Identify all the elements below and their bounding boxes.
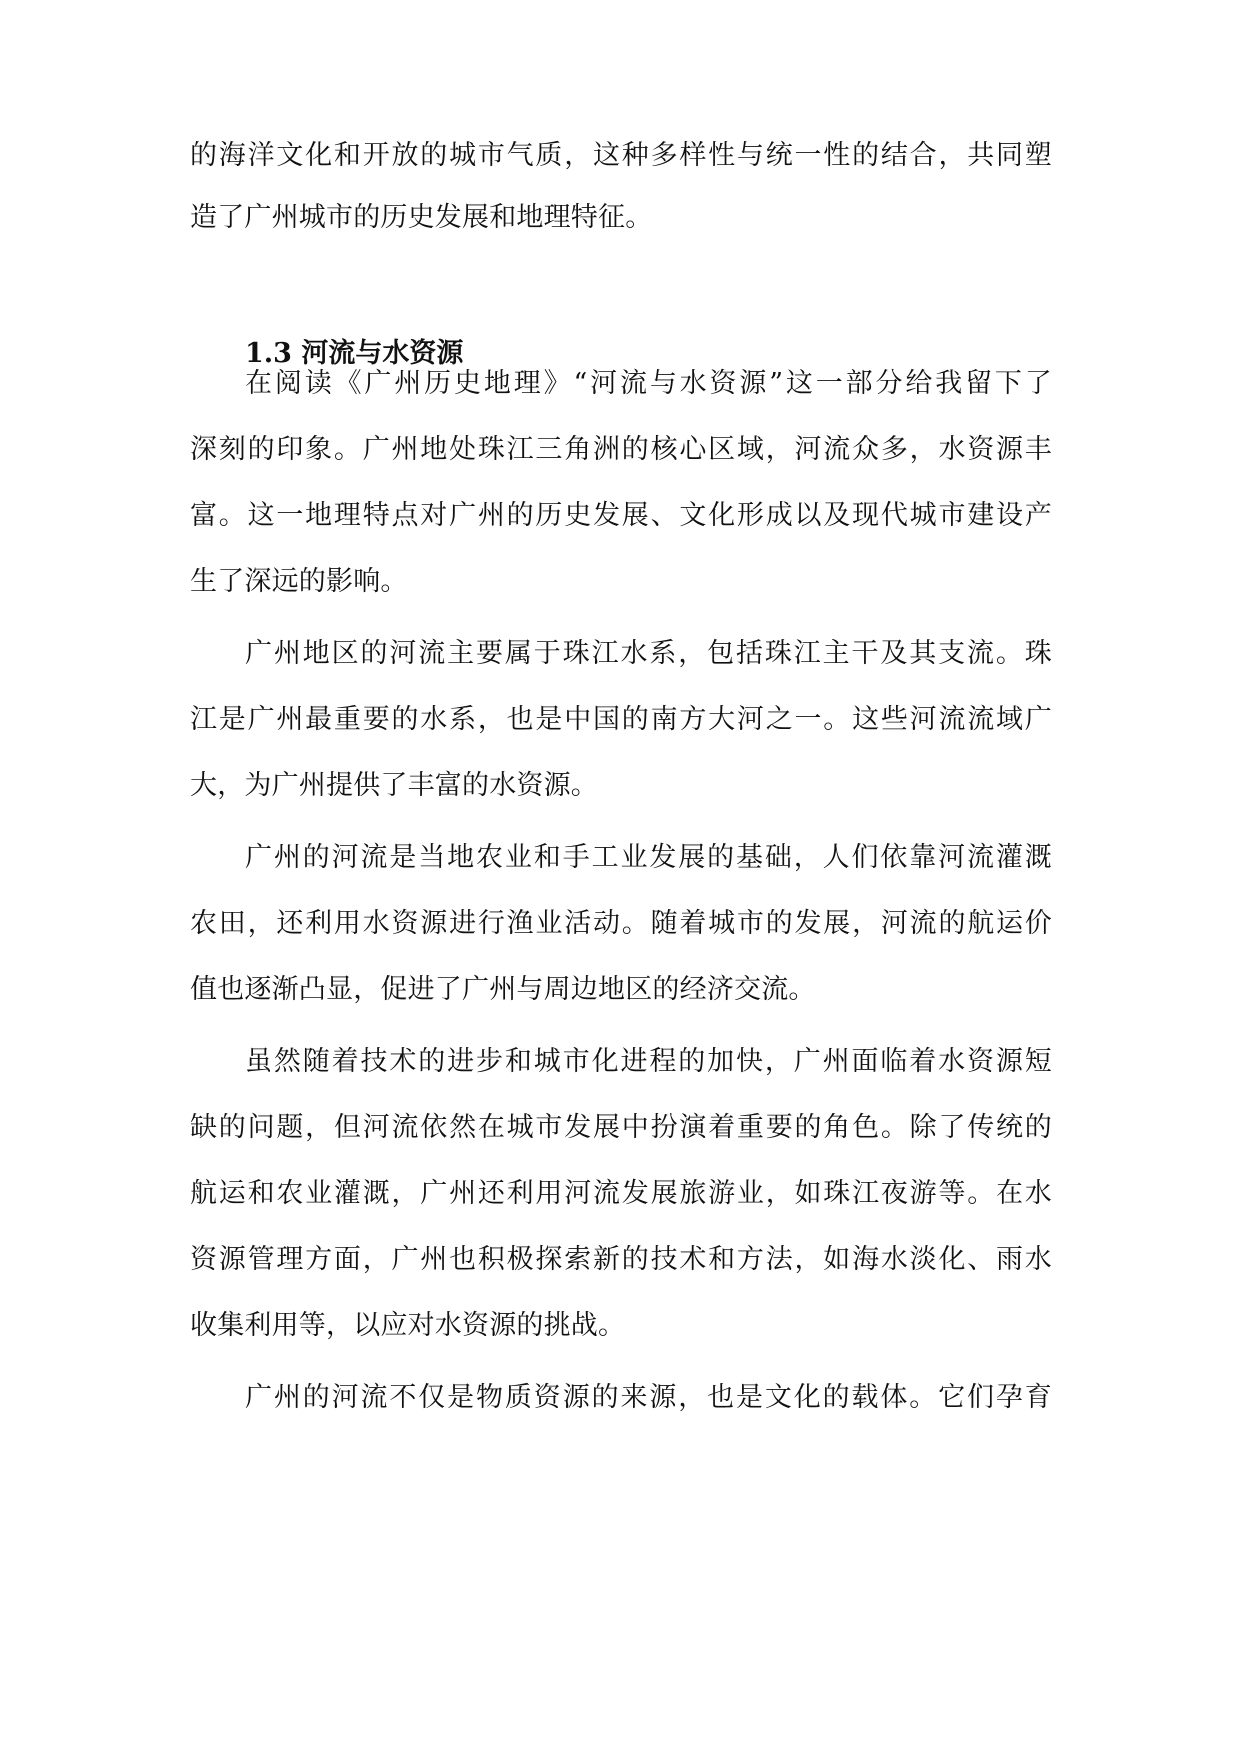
paragraph-1-line-1: 在阅读《广州历史地理》“河流与水资源”这一部分给我留下了 (245, 368, 1052, 399)
paragraph-3-line-2: 农田，还利用水资源进行渔业活动。随着城市的发展，河流的航运价 (190, 908, 1052, 939)
section-heading: 1.3 河流与水资源 (245, 338, 464, 369)
paragraph-1-line-2: 深刻的印象。广州地处珠江三角洲的核心区域，河流众多，水资源丰 (190, 434, 1052, 465)
paragraph-1-line-4: 生了深远的影响。 (190, 566, 408, 597)
paragraph-4-line-5: 收集利用等，以应对水资源的挑战。 (190, 1310, 626, 1341)
intro-line-2: 造了广州城市的历史发展和地理特征。 (190, 202, 653, 233)
paragraph-4-line-1: 虽然随着技术的进步和城市化进程的加快，广州面临着水资源短 (245, 1046, 1052, 1077)
paragraph-5-line-1: 广州的河流不仅是物质资源的来源，也是文化的载体。它们孕育 (245, 1382, 1052, 1413)
paragraph-2-line-2: 江是广州最重要的水系，也是中国的南方大河之一。这些河流流域广 (190, 704, 1052, 735)
paragraph-4-line-2: 缺的问题，但河流依然在城市发展中扮演着重要的角色。除了传统的 (190, 1112, 1052, 1143)
paragraph-2-line-1: 广州地区的河流主要属于珠江水系，包括珠江主干及其支流。珠 (245, 638, 1052, 669)
paragraph-1-line-3: 富。这一地理特点对广州的历史发展、文化形成以及现代城市建设产 (190, 500, 1052, 531)
paragraph-2-line-3: 大，为广州提供了丰富的水资源。 (190, 770, 598, 801)
paragraph-3-line-3: 值也逐渐凸显，促进了广州与周边地区的经济交流。 (190, 974, 816, 1005)
intro-line-1: 的海洋文化和开放的城市气质，这种多样性与统一性的结合，共同塑 (190, 140, 1052, 171)
paragraph-4-line-4: 资源管理方面，广州也积极探索新的技术和方法，如海水淡化、雨水 (190, 1244, 1052, 1275)
paragraph-3-line-1: 广州的河流是当地农业和手工业发展的基础，人们依靠河流灌溉 (245, 842, 1052, 873)
paragraph-4-line-3: 航运和农业灌溉，广州还利用河流发展旅游业，如珠江夜游等。在水 (190, 1178, 1052, 1209)
